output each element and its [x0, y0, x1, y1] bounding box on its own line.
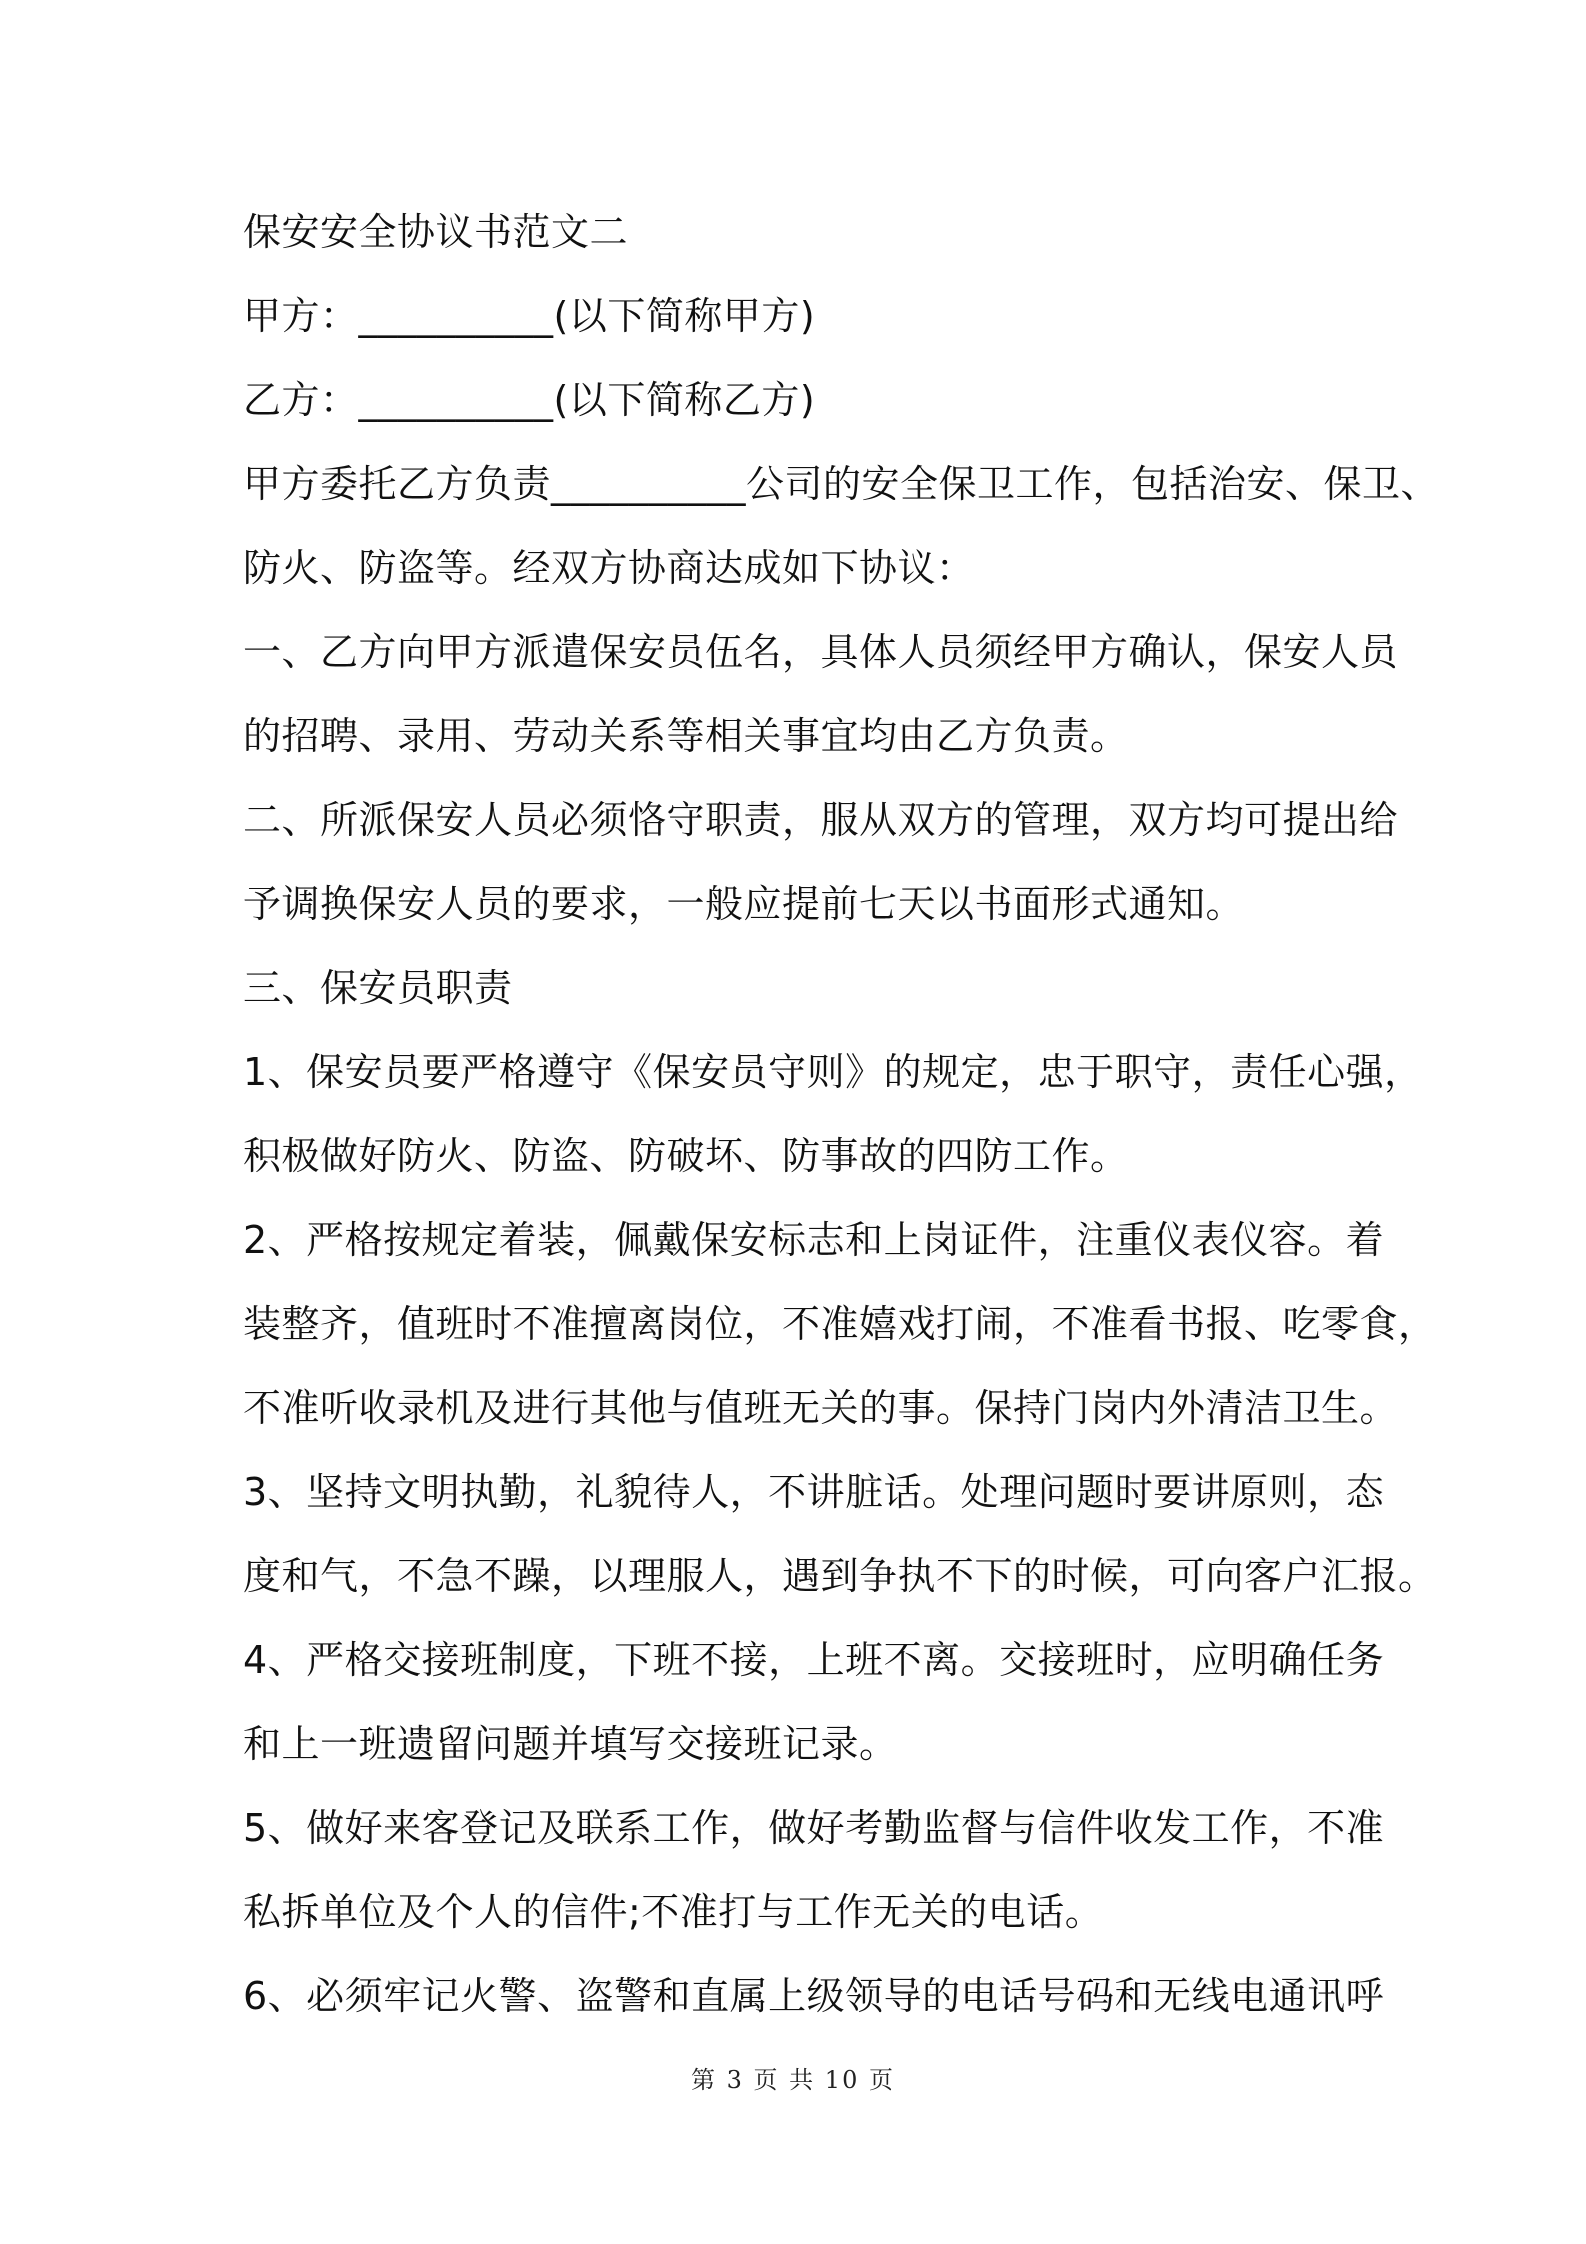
text-line: 甲方委托乙方负责__________公司的安全保卫工作，包括治安、保卫、: [243, 462, 1440, 506]
text-line: 不准听收录机及进行其他与值班无关的事。保持门岗内外清洁卫生。: [243, 1386, 1399, 1430]
document-body: [243, 190, 1440, 2038]
text-line: 4、严格交接班制度，下班不接，上班不离。交接班时，应明确任务: [243, 1638, 1385, 1682]
text-line: 防火、防盗等。经双方协商达成如下协议：: [243, 546, 975, 590]
text-line: 二、所派保安人员必须恪守职责，服从双方的管理，双方均可提出给: [243, 798, 1399, 842]
text-line: 2、严格按规定着装，佩戴保安标志和上岗证件，注重仪表仪容。着: [243, 1218, 1385, 1262]
text-line: 和上一班遗留问题并填写交接班记录。: [243, 1722, 898, 1766]
text-line: 一、乙方向甲方派遣保安员伍名，具体人员须经甲方确认，保安人员: [243, 630, 1399, 674]
text-line: 予调换保安人员的要求，一般应提前七天以书面形式通知。: [243, 882, 1245, 926]
text-line: 1、保安员要严格遵守《保安员守则》的规定，忠于职守，责任心强，: [243, 1050, 1423, 1094]
text-line: 甲方：__________(以下简称甲方): [243, 294, 816, 338]
text-line: 3、坚持文明执勤，礼貌待人，不讲脏话。处理问题时要讲原则，态: [243, 1470, 1385, 1514]
page-number-footer: 第 3 页 共 10 页: [691, 2066, 895, 2094]
text-line: 乙方：__________(以下简称乙方): [243, 378, 816, 422]
text-line: 的招聘、录用、劳动关系等相关事宜均由乙方负责。: [243, 714, 1129, 758]
text-line: 积极做好防火、防盗、防破坏、防事故的四防工作。: [243, 1134, 1129, 1178]
document-title: 保安安全协议书范文二: [243, 210, 629, 254]
text-line: 装整齐，值班时不准擅离岗位，不准嬉戏打闹，不准看书报、吃零食，: [243, 1302, 1437, 1346]
text-line: 6、必须牢记火警、盗警和直属上级领导的电话号码和无线电通讯呼: [243, 1974, 1385, 2018]
section-heading: 三、保安员职责: [243, 966, 513, 1010]
text-line: 5、做好来客登记及联系工作，做好考勤监督与信件收发工作，不准: [243, 1806, 1385, 1850]
text-line: 私拆单位及个人的信件;不准打与工作无关的电话。: [243, 1890, 1104, 1934]
text-line: 度和气，不急不躁，以理服人，遇到争执不下的时候，可向客户汇报。: [243, 1554, 1437, 1598]
